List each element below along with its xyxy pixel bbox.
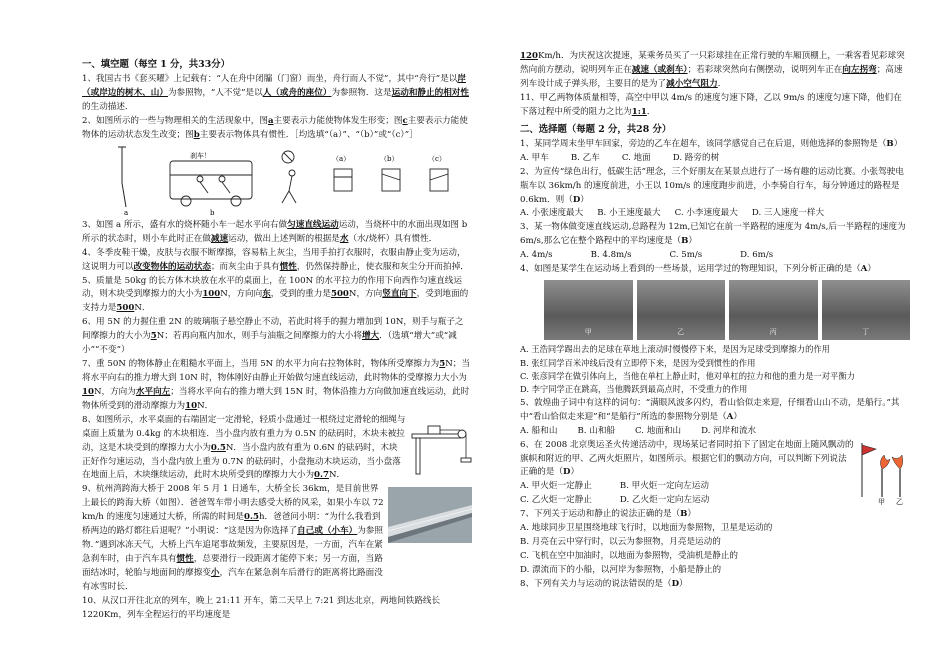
option: D. 河岸和流水 [701, 425, 757, 436]
figure-label-a: a [124, 208, 129, 217]
mc-question-8: 8、下列有关力与运动的说法错误的是（D） [520, 578, 688, 589]
beaker-label-c: （c） [428, 154, 446, 163]
option: A. 小张速度最大 [520, 208, 584, 219]
mc-options-7 [520, 522, 910, 578]
beaker-label-a: （a） [332, 154, 351, 163]
figures-q2-q3 [82, 145, 472, 217]
option: B. 乙车 [570, 152, 600, 163]
mc-options-1 [520, 152, 910, 166]
mc-question-5: 5、敦煌曲子词中有这样的词句：“满眼风波多闪灼，看山恰似走来迎，仔细看山山不动，是船行。”其中“看山恰似走来迎”和“是船行”所选的参照物分别是（A） [520, 397, 900, 422]
bridge-photo [388, 487, 472, 543]
beaker-label-b: （b） [380, 154, 399, 163]
option: B. 4.8m/s [590, 250, 632, 261]
question-5: 5、质量是 50kg 的长方体木块放在水平的桌面上，在 100N 的水平拉力的作用下向西作匀速直线运动，则木块受到摩擦力的大小为100N，方向向东，受到的重力是500N，方向竖直向下，受到地面的支持力是500N． [82, 275, 469, 314]
option: D. 李宁同学正在跳高，当他腾跃到最高点时，不受重力的作用 [520, 384, 748, 395]
sports-photos [544, 280, 910, 340]
option: D. 漂流而下的小船，以河岸为参照物，小船是静止的 [520, 564, 722, 575]
mc-question-3: 3、某一物体做变速直线运动,总路程为 12m,已知它在前一半路程的速度为 4m/s,后一半路程的速度为 6m/s,那么它在整个路程中的平均速度是（B） [520, 222, 906, 247]
question-9-block [82, 483, 472, 594]
option: D. 6m/s [740, 250, 774, 261]
option: A. 4m/s [520, 250, 553, 261]
option: B. 月亮在云中穿行时，以云为参照物，月亮是运动的 [520, 537, 721, 548]
photo-jia: 甲 [544, 280, 633, 340]
option: C. 地面 [621, 152, 651, 163]
question-8-block [82, 414, 472, 484]
torch-flag-figure [854, 439, 910, 505]
question-4: 4、冬季皮鞋干燥，皮肤与衣服不断摩擦，容易粘上灰尘，当用手拍打衣服时，衣服由静止变为运动，这说明力可以改变物体的运动状态；而灰尘由于具有惯性，仍然保持静止，使衣服和灰尘分开而拍掉． [82, 247, 469, 272]
option: B. 小王速度最大 [597, 208, 661, 219]
bus-sign: 刹车！ [190, 151, 211, 160]
left-column [82, 55, 472, 623]
figure-label-b: b [210, 208, 215, 217]
question-7: 7、重 50N 的物体静止在粗糙水平面上，当用 5N 的水平力向右拉物体时，物体所受摩擦力为5N；当将水平向右的推力增大到 10N 时，物体刚好由静止开始做匀速直线运动，此时物体的受摩擦力大小为10N，方向为水平向左；当将水平向右的推力增大到 15N 时，物体沿推力方向做加速直线运动，此时物体所受到的滑动摩擦力为10N． [82, 359, 470, 411]
question-1: 1、我国古书《套买曜》上记载有：“人在舟中闭牖（门窗）而坐，舟行而人不觉”，其中“舟行”是以岸（或岸边的树木、山）为参照物，“人不觉”是以人（或舟的座位）为参照物．这是运动和静止的相对性的生动描述． [82, 74, 469, 113]
photo-yi: 乙 [637, 280, 726, 340]
ball-player-figure [282, 151, 296, 203]
option: A. 船和山 [520, 425, 558, 436]
mc-question-4: 4、如图是某学生在运动场上看到的一些场景，运用学过的物理知识，下列分析正确的是（A） [520, 264, 876, 275]
option: C. 张彦同学在做引体向上，当他在单杠上静止时，他对单杠的拉力和他的重力是一对平衡力 [520, 370, 855, 381]
question-8: 8、如图所示，水平桌面的右端固定一定滑轮，轻质小盘通过一根绕过定滑轮的细绳与桌面上质量为 0.4kg 的木块相连．当小盘内放有重力为 0.5N 的砝码时，木块未被拉动，这是木块受到的摩擦力大小为0.5N．当小盘内放有重为 0.6N 的砝码时，木块正好作匀速运动，当小盘内放上重为 0.7N 的砝码时，小盘拖动木块运动，当小盘落在地面上后，木块继续运动，此时木块所受到的摩擦力大小为0.7N． [82, 414, 406, 481]
option: B. 张红同学百米冲线后没有立即停下来，是因为受到惯性的作用 [520, 357, 756, 368]
option: A. 王浩同学踢出去的足球在草地上滚动时慢慢停下来，是因为足球受到摩擦力的作用 [520, 344, 830, 355]
mc-options-6b [520, 494, 854, 508]
option: D. 三人速度一样大 [751, 208, 825, 219]
photo-ding: 丁 [822, 280, 911, 340]
question-2: 2、如图所示的一些与物理相关的生活现象中，图a主要表示力能使物体发生形变；图c主要表示力能使物体的运动状态发生改变；图b主要表示物体具有惯性．［均选填“（a）”、“（b）”或“（c）”］ [82, 116, 468, 140]
mc-question-1: 1、某同学周末坐甲车回家，旁边的乙车在超车，该同学感觉自己在后退，则他选择的参照物是（B） [520, 138, 903, 149]
question-10-start: 10、从汉口开往北京的列车，晚上 21:11 开车，第二天早上 7:21 到达北京，两地间铁路线长 1220Km，列车全程运行的平均速度是 [82, 595, 441, 620]
option: B. 山和船 [577, 425, 616, 436]
beaker-figures [334, 169, 448, 191]
question-9: 9、杭州湾跨海大桥于 2008 年 5 月 1 日通车，大桥全长 36km，是目前世界上最长的跨海大桥（如图）．爸爸驾车带小明去感受大桥的风采，如果小车以 72 km/h 的速度匀速通过大桥，所需的时间是0.5h．爸爸问小明：“为什么我看到桥两边的路灯都往后退呢？”小明说：“这是因为你选择了自己或（小车）为参照物．”遇到冰冻天气，大桥上汽车追尾事故频发，主要原因是，一方面，汽车在紧急刹车时，由于汽车具有惯性，总要滑行一段距离才能停下来；另一方面，当路面结冰时，轮胎与地面间的摩擦变小，汽车在紧急刹车后滑行的距离将比路面没有冰雪时长． [82, 484, 384, 592]
mc-question-2: 2、为宣传“绿色出行，低碳生活”理念，三个好朋友在某景点进行了一场有趣的运动比赛。小张驾驶电瓶车以 36km/h 的速度前进，小王以 10m/s 的速度跑步前进，小李骑自行车，每分钟通过的路程是 0.6km．则（D） [520, 166, 904, 205]
mc-question-6-block [520, 439, 910, 509]
option: D. 乙火炬一定向左运动 [619, 495, 710, 506]
question-10-cont: 120Km/h．为庆祝这次提速，某乘务员买了一只彩球挂在正常行驶的车厢顶棚上，一乘客看见彩球突然向前方摆动，说明列车正在减速（或刹车）；若彩球突然向右侧摆动，说明列车正在向左拐弯；高速列车设计成子弹头形，主要目的是为了减小空气阻力． [520, 51, 905, 89]
mc-question-7: 7、下列关于运动和静止的说法正确的是（B） [520, 509, 697, 520]
pulley-figure [410, 420, 472, 478]
option: D. 路旁的树 [672, 152, 720, 163]
bent-rod-figure [118, 147, 126, 207]
question-3: 3、如图 a 所示，盛有水的烧杯随小车一起水平向右做匀速直线运动运动，当烧杯中的水面出现如图 b 所示的状态时，则小车此时正在做减速运动，做出上述判断的根据是水（水/烧杯）具有惯性． [82, 219, 468, 244]
option: C. 乙火炬一定静止 [520, 495, 592, 506]
option: A. 地球同步卫星围绕地球飞行时，以地面为参照物，卫星是运动的 [520, 523, 773, 534]
mc-options-6a [520, 480, 854, 494]
photo-bing: 丙 [729, 280, 818, 340]
question-11: 11、甲乙两物体质量相等，高空中甲以 4m/s 的速度匀速下降，乙以 9m/s 的速度匀速下降，他们在下落过程中所受的阻力之比为1:1． [520, 92, 902, 117]
right-column [520, 50, 910, 592]
mc-question-6: 6、在 2008 北京奥运圣火传递活动中，现场某记者同时拍下了固定在地面上随风飘动的旗帜和附近的甲、乙两火炬照片，如图所示。根据它们的飘动方向，可以判断下列说法正确的是（D） [520, 439, 854, 478]
section2-header: 二、选择题（每题 2 分，共28 分） [520, 123, 672, 135]
mc-options-3 [520, 249, 910, 263]
mc-options-2 [520, 207, 910, 221]
mc-options-4 [520, 343, 910, 397]
option: C. 地面和山 [635, 425, 682, 436]
option: C. 5m/s [669, 250, 703, 261]
torch-label-jia: 甲 [878, 497, 885, 505]
option: C. 飞机在空中加油时，以地面为参照物，受油机是静止的 [520, 550, 738, 561]
question-6: 6、用 5N 的力握住重 2N 的玻璃瓶子悬空静止不动，若此时将手的握力增加到 10N，则手与瓶子之间摩擦力的大小为5N；若再向瓶内加水，则手与油瓶之间摩擦力的大小将增大．（选填“增大”或“减小”“不变”） [82, 317, 464, 356]
diagram-figures [82, 145, 462, 217]
option: B. 甲火炬一定向左运动 [619, 481, 709, 492]
torch-label-yi: 乙 [896, 497, 903, 505]
section1-header: 一、填空题（每空 1 分，共33分） [82, 59, 230, 70]
option: C. 小李速度最大 [674, 208, 738, 219]
option: A. 甲车 [520, 152, 549, 163]
bus-figure [170, 161, 252, 206]
option: A. 甲火炬一定静止 [520, 481, 592, 492]
mc-options-5 [520, 425, 910, 439]
